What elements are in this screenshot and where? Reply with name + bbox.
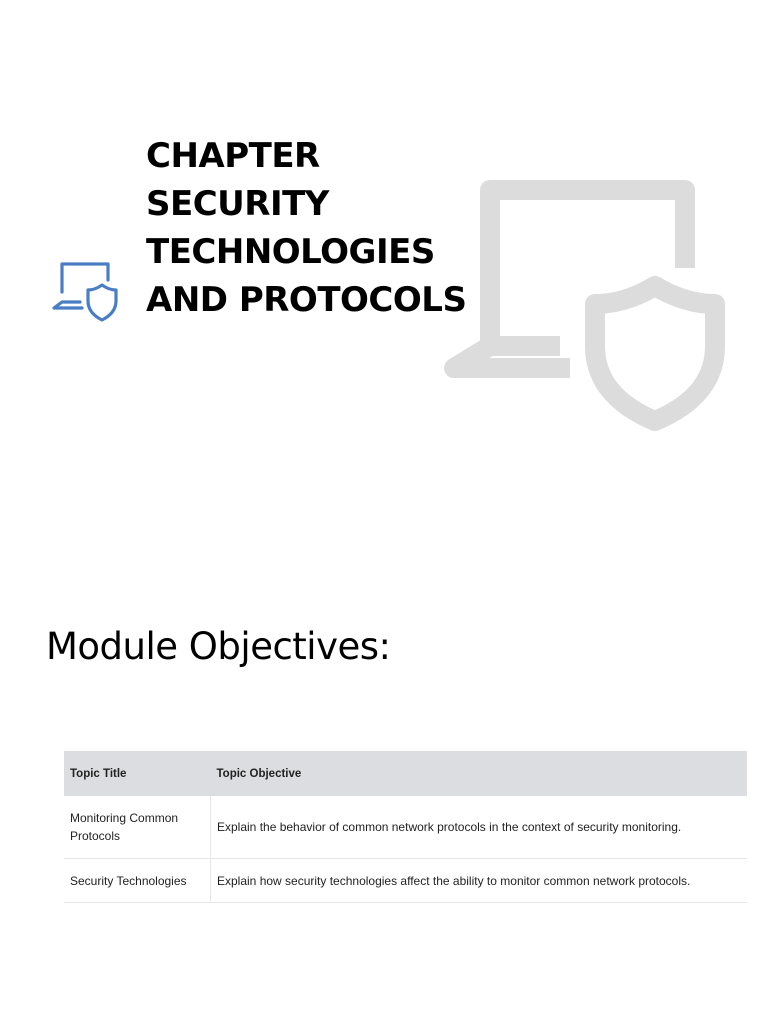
table-row: [64, 859, 747, 903]
laptop-shield-icon: [50, 258, 122, 324]
chapter-title-line: CHAPTER: [146, 136, 320, 176]
laptop-shield-watermark-icon: [440, 176, 740, 436]
column-header-topic-objective: Topic Objective: [211, 751, 748, 796]
chapter-title-line: AND PROTOCOLS: [146, 280, 467, 320]
chapter-title-line: TECHNOLOGIES: [146, 232, 435, 272]
column-header-topic-title: Topic Title: [64, 751, 211, 796]
table-row: [64, 796, 747, 859]
topic-objective-cell: Explain how security technologies affect the ability to monitor common network protocols.: [211, 859, 748, 903]
table-header-row: [64, 751, 747, 796]
topic-objective-cell: Explain the behavior of common network protocols in the context of security monitoring.: [211, 796, 748, 859]
topic-title-cell: Security Technologies: [64, 859, 211, 903]
chapter-title-line: SECURITY: [146, 184, 329, 224]
objectives-table: [64, 751, 747, 903]
chapter-title: [146, 132, 466, 324]
topic-title-cell: Monitoring Common Protocols: [64, 796, 211, 859]
module-objectives-heading: Module Objectives:: [46, 625, 391, 668]
